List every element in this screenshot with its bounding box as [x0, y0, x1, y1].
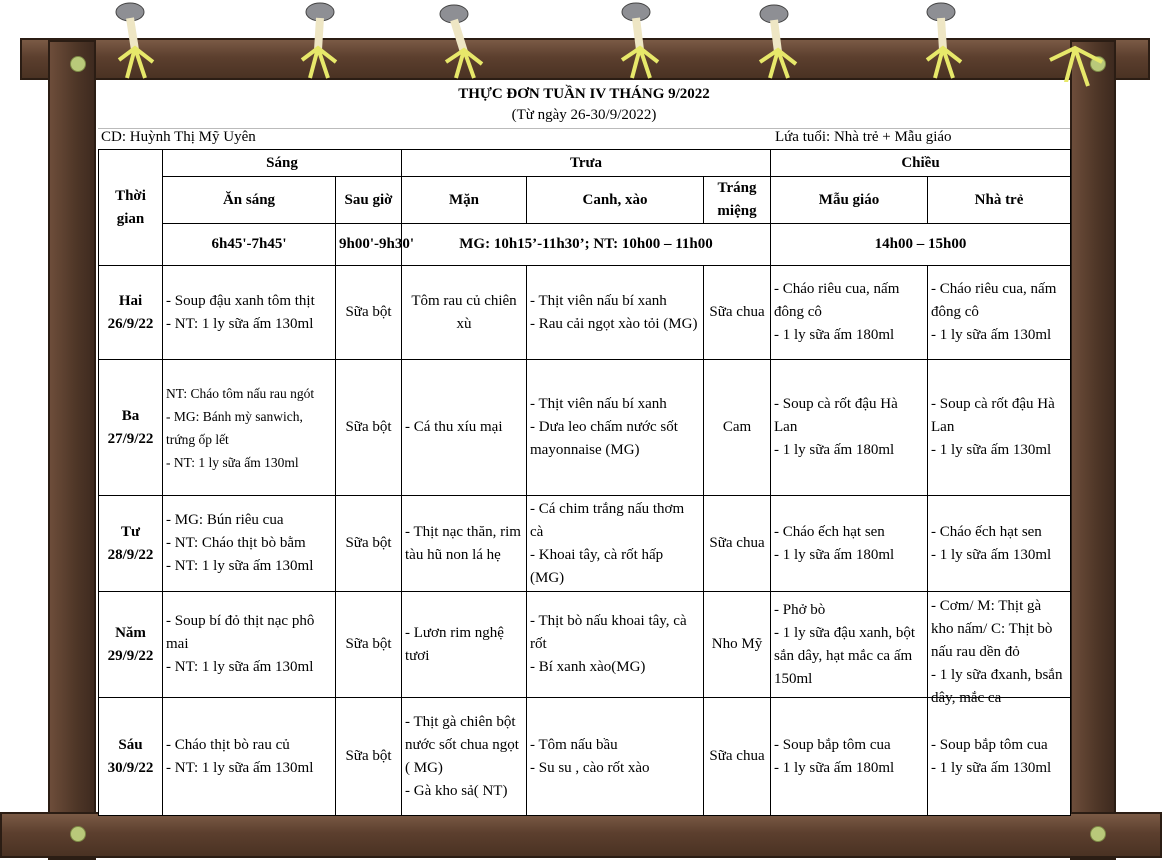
kinder-cell: [771, 592, 928, 698]
menu-line: - Rau cải ngọt xào tỏi (MG): [530, 315, 698, 332]
nursery-cell: [928, 360, 1071, 496]
ribbon-nail-icon: [610, 0, 670, 80]
after-cell: [336, 360, 402, 496]
day-date: 30/9/22: [107, 759, 154, 776]
soup-cell: [527, 698, 704, 816]
salty-cell: [402, 496, 527, 592]
salty-cell: [402, 698, 527, 816]
menu-line: - 1 ly sữa ấm 130ml: [931, 327, 1052, 343]
after-cell: [336, 496, 402, 592]
date-range: (Từ ngày 26-30/9/2022): [511, 107, 657, 123]
menu-line: - Lươn rim nghệ tươi: [405, 624, 504, 664]
day-name: Năm: [115, 624, 146, 641]
breakfast-cell: [163, 266, 336, 360]
nursery-cell: [928, 592, 1071, 706]
after-cell: [336, 592, 402, 698]
menu-line: - 1 ly sữa ấm 180ml: [774, 442, 895, 458]
soup-header: Canh, xào: [527, 177, 704, 224]
day-name: Tư: [120, 523, 140, 540]
after-value: Sữa bột: [345, 636, 392, 652]
menu-line: - Cá thu xíu mại: [405, 419, 503, 435]
day-date: 29/9/22: [107, 647, 154, 664]
dessert-value: Sữa chua: [709, 304, 765, 320]
menu-line: - Thịt bò nấu khoai tây, cà rốt: [530, 613, 687, 652]
morning-header: Sáng: [163, 150, 402, 177]
day-name: Ba: [121, 407, 140, 424]
afternoon-header: Chiều: [771, 150, 1071, 177]
menu-line: - Thịt nạc thăn, rim tàu hũ non lá hẹ: [405, 523, 521, 563]
kinder-cell: [771, 496, 928, 592]
nursery-header: Nhà trẻ: [928, 177, 1071, 224]
menu-line: - Thịt viên nấu bí xanh: [530, 292, 667, 309]
menu-line: - NT: 1 ly sữa ấm 130ml: [166, 659, 314, 675]
day-cell: [99, 360, 163, 496]
dessert-value: Sữa chua: [709, 748, 765, 764]
nail-icon: [70, 56, 86, 72]
after-value: Sữa bột: [345, 304, 392, 320]
menu-line: - Cơm/ M: Thịt gà kho nấm/ C: Thịt bò nấu rau dền đỏ: [931, 597, 1053, 660]
table-row: [99, 592, 1071, 698]
author: CD: Huỳnh Thị Mỹ Uyên: [101, 129, 256, 145]
menu-line: - Dưa leo chấm nước sốt mayonnaise (MG): [530, 419, 678, 458]
salty-header: Mặn: [402, 177, 527, 224]
after-cell: [336, 266, 402, 360]
day-name: Sáu: [118, 736, 143, 753]
menu-table: [98, 149, 1071, 816]
menu-line: - 1 ly sữa đậu xanh, bột sắn dây, hạt mắc ca ấm 150ml: [774, 624, 916, 687]
menu-line: - Khoai tây, cà rốt hấp (MG): [530, 546, 664, 586]
salty-cell: [402, 360, 527, 496]
menu-line: - Gà kho sả( NT): [405, 782, 508, 799]
breakfast-cell: [163, 496, 336, 592]
menu-line: - 1 ly sữa ấm 130ml: [931, 759, 1052, 776]
menu-line: - Tôm nấu bầu: [530, 736, 618, 753]
noon-header: Trưa: [402, 150, 771, 177]
menu-line: - 1 ly sữa ấm 130ml: [931, 442, 1052, 458]
ribbon-nail-icon: [290, 0, 350, 80]
frame-right-post: [1070, 40, 1116, 860]
menu-line: - 1 ly sữa ấm 180ml: [774, 546, 895, 563]
dessert-value: Nho Mỹ: [711, 636, 763, 652]
menu-line: - Soup bắp tôm cua: [931, 736, 1048, 753]
table-row: [99, 360, 1071, 496]
menu-line: - 1 ly sữa ấm 180ml: [774, 327, 895, 343]
soup-cell: [527, 266, 704, 360]
menu-line: Tôm rau củ chiên xù: [411, 292, 517, 332]
kinder-cell: [771, 360, 928, 496]
menu-line: - Thịt gà chiên bột nước sốt chua ngọt ( MG): [405, 713, 519, 776]
menu-line: - Su su , cào rốt xào: [530, 759, 650, 776]
afternoon-time: 14h00 – 15h00: [771, 224, 1071, 266]
menu-line: - Cháo ếch hạt sen: [931, 523, 1042, 540]
menu-line: - 1 ly sữa đxanh, bsắn dây, mắc ca: [931, 666, 1063, 706]
day-date: 27/9/22: [107, 430, 154, 447]
dessert-value: Sữa chua: [709, 535, 765, 551]
after-cell: [336, 698, 402, 816]
nursery-cell: [928, 698, 1071, 816]
menu-line: - NT: 1 ly sữa ấm 130ml: [166, 759, 314, 776]
day-date: 28/9/22: [107, 546, 154, 563]
breakfast-header: Ăn sáng: [163, 177, 336, 224]
day-cell: [99, 266, 163, 360]
menu-line: - MG: Bún riêu cua: [166, 512, 284, 528]
table-row: [99, 266, 1071, 360]
soup-cell: [527, 360, 704, 496]
day-cell: [99, 592, 163, 698]
menu-line: - Bí xanh xào(MG): [530, 659, 646, 675]
breakfast-cell: [163, 698, 336, 816]
after-value: Sữa bột: [345, 419, 392, 435]
soup-cell: [527, 496, 704, 592]
menu-line: - Cháo thịt bò rau củ: [166, 736, 290, 753]
breakfast-cell: [163, 360, 336, 496]
day-date: 26/9/22: [107, 315, 154, 332]
menu-line: - NT: 1 ly sữa ấm 130ml: [166, 315, 314, 332]
table-row: [99, 496, 1071, 592]
after-header: Sau giờ: [336, 177, 402, 224]
day-cell: [99, 496, 163, 592]
menu-line: - NT: 1 ly sữa ấm 130ml: [166, 454, 299, 470]
after-value: Sữa bột: [345, 535, 392, 551]
frame-left-post: [48, 40, 96, 860]
menu-line: - Phở bò: [774, 601, 826, 618]
dessert-cell: [704, 496, 771, 592]
menu-line: - Cháo ếch hạt sen: [774, 523, 885, 540]
menu-line: - NT: 1 ly sữa ấm 130ml: [166, 558, 314, 574]
after-value: Sữa bột: [345, 748, 392, 764]
ribbon-nail-icon: [105, 0, 165, 80]
menu-line: - Cháo riêu cua, nấm đông cô: [931, 281, 1057, 320]
soup-cell: [527, 592, 704, 698]
menu-line: - Thịt viên nấu bí xanh: [530, 396, 667, 412]
salty-cell: [402, 266, 527, 360]
menu-line: - 1 ly sữa ấm 180ml: [774, 759, 895, 776]
menu-line: - Cá chim trắng nấu thơm cà: [530, 500, 685, 540]
dessert-value: Cam: [722, 419, 752, 435]
nursery-cell: [928, 496, 1071, 592]
noon-time: MG: 10h15’-11h30’; NT: 10h00 – 11h00: [402, 224, 771, 266]
kinder-header: Mẫu giáo: [771, 177, 928, 224]
time-header: Thời gian: [99, 150, 163, 266]
nail-icon: [1090, 826, 1106, 842]
menu-line: - Soup đậu xanh tôm thịt: [166, 292, 315, 309]
dessert-header: Tráng miệng: [704, 177, 771, 224]
page-title: THỰC ĐƠN TUẦN IV THÁNG 9/2022: [458, 86, 710, 102]
age-group: Lứa tuổi: Nhà trẻ + Mẫu giáo: [775, 129, 952, 145]
menu-line: - Cháo riêu cua, nấm đông cô: [774, 281, 900, 320]
nursery-cell: [928, 266, 1071, 360]
ribbon-nail-icon: [750, 0, 810, 80]
day-name: Hai: [118, 292, 143, 309]
menu-line: - Soup cà rốt đậu Hà Lan: [931, 396, 1055, 435]
menu-line: - Soup bí đỏ thịt nạc phô mai: [166, 613, 315, 652]
table-row: [99, 698, 1071, 816]
frame-top-beam: [20, 38, 1150, 80]
dessert-cell: [704, 592, 771, 698]
after-time: 9h00'-9h30': [336, 224, 402, 266]
menu-line: - NT: Cháo thịt bò bằm: [166, 535, 306, 551]
ribbon-icon: [1040, 20, 1110, 90]
menu-line: - Soup cà rốt đậu Hà Lan: [774, 396, 898, 435]
menu-line: - 1 ly sữa ấm 130ml: [931, 546, 1052, 563]
ribbon-nail-icon: [432, 0, 492, 80]
breakfast-cell: [163, 592, 336, 698]
dessert-cell: [704, 360, 771, 496]
day-cell: [99, 698, 163, 816]
kinder-cell: [771, 266, 928, 360]
salty-cell: [402, 592, 527, 698]
dessert-cell: [704, 698, 771, 816]
kinder-cell: [771, 698, 928, 816]
menu-line: - Soup bắp tôm cua: [774, 736, 891, 753]
dessert-cell: [704, 266, 771, 360]
ribbon-nail-icon: [915, 0, 975, 80]
menu-line: - MG: Bánh mỳ sanwich, trứng ốp lết: [166, 408, 303, 447]
nail-icon: [70, 826, 86, 842]
frame-bottom-beam: [0, 812, 1162, 858]
menu-line: NT: Cháo tôm nấu rau ngót: [166, 385, 315, 401]
breakfast-time: 6h45'-7h45': [163, 224, 336, 266]
